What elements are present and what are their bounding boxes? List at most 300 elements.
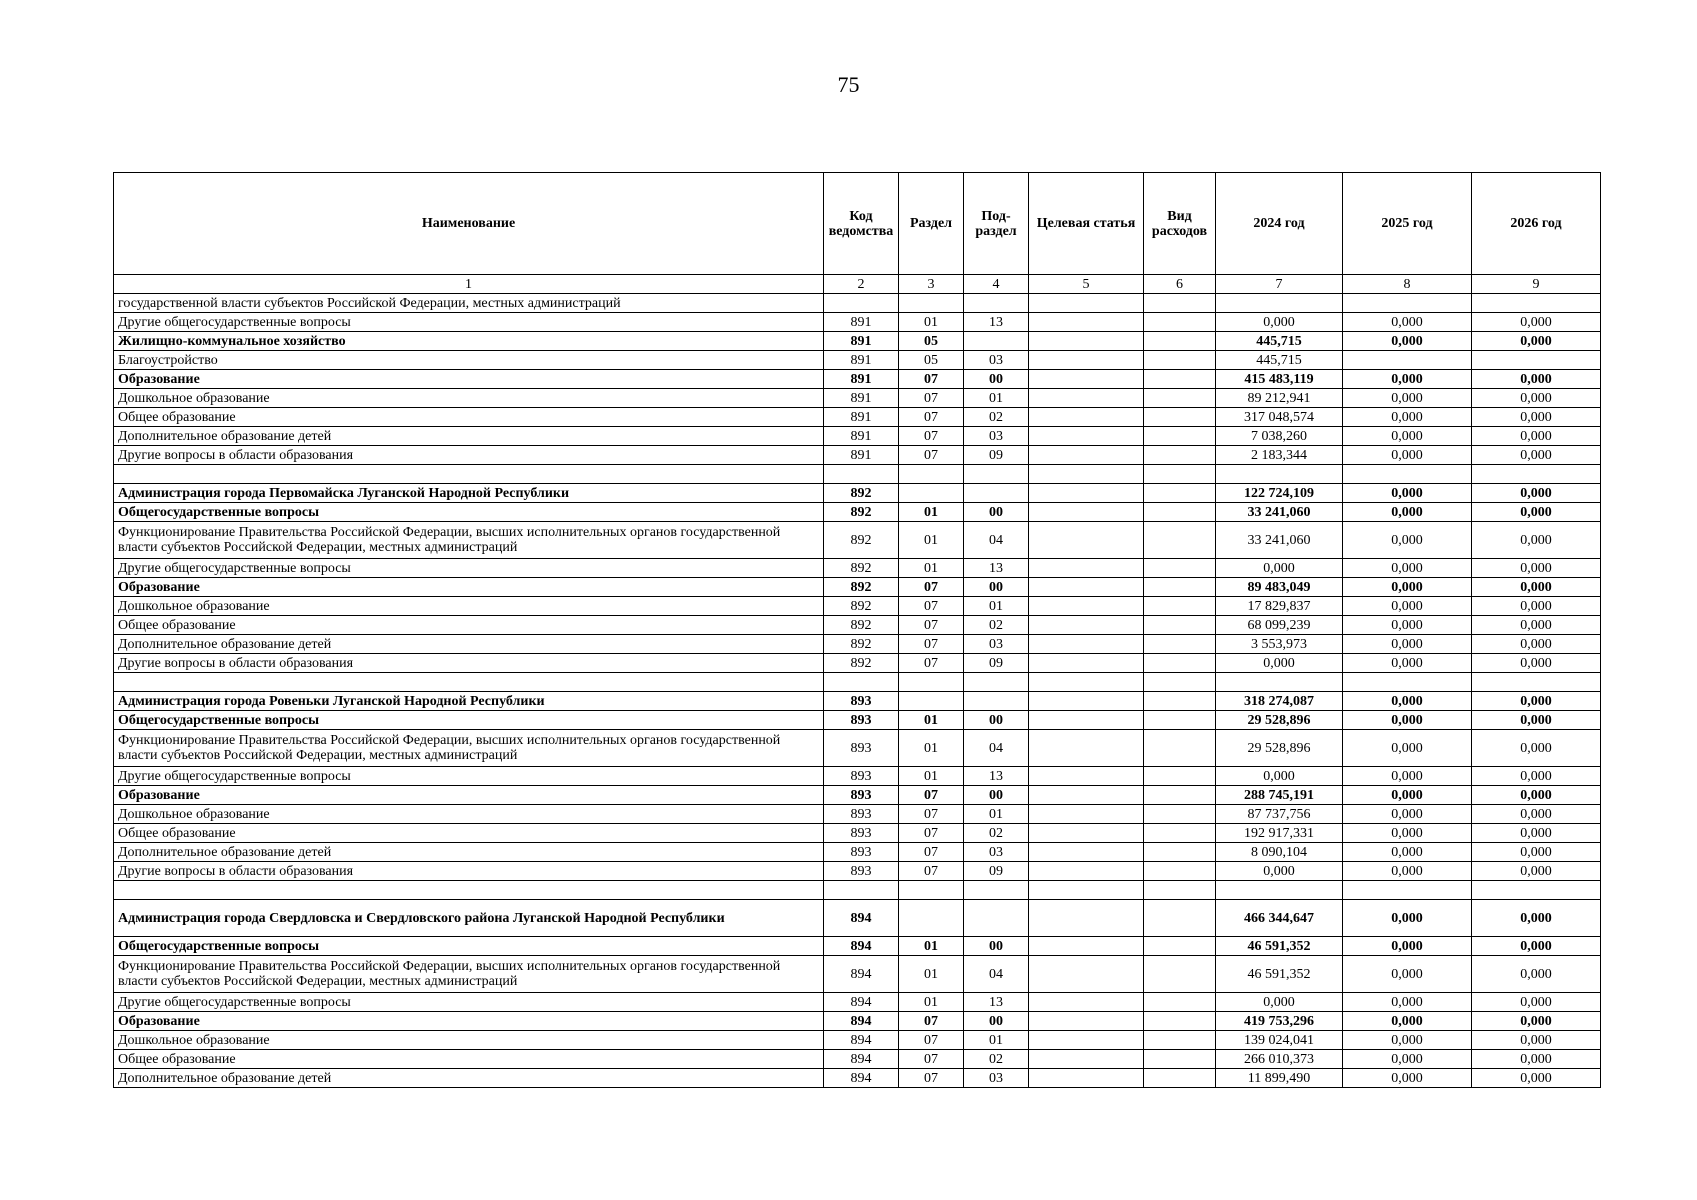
row-razdel: 01 [899, 559, 964, 578]
row-tsel [1029, 805, 1144, 824]
row-podrazdel [964, 484, 1029, 503]
row-razdel: 07 [899, 635, 964, 654]
row-ved: 892 [824, 635, 899, 654]
row-razdel [899, 484, 964, 503]
row-name: Дополнительное образование детей [114, 1069, 824, 1088]
table-row [114, 843, 1601, 862]
row-2026: 0,000 [1472, 937, 1601, 956]
table-row [114, 673, 1601, 692]
header-ved: Код ведомства [824, 173, 899, 275]
row-ved [824, 881, 899, 900]
row-2026: 0,000 [1472, 956, 1601, 993]
row-podrazdel: 03 [964, 635, 1029, 654]
row-tsel [1029, 1069, 1144, 1088]
row-ved: 893 [824, 805, 899, 824]
row-2024: 87 737,756 [1216, 805, 1343, 824]
row-2026: 0,000 [1472, 578, 1601, 597]
table-body [114, 294, 1601, 1088]
row-tsel [1029, 389, 1144, 408]
row-2025 [1343, 351, 1472, 370]
header-name: Наименование [114, 173, 824, 275]
row-vid [1144, 654, 1216, 673]
row-2024: 317 048,574 [1216, 408, 1343, 427]
row-vid [1144, 503, 1216, 522]
row-2025: 0,000 [1343, 937, 1472, 956]
row-name: государственной власти субъектов Российской Федерации, местных администраций [114, 294, 824, 313]
row-ved [824, 294, 899, 313]
row-2024: 29 528,896 [1216, 730, 1343, 767]
header-2026: 2026 год [1472, 173, 1601, 275]
row-2024: 68 099,239 [1216, 616, 1343, 635]
row-name: Благоустройство [114, 351, 824, 370]
row-podrazdel: 00 [964, 937, 1029, 956]
row-2025: 0,000 [1343, 313, 1472, 332]
table-row [114, 578, 1601, 597]
row-razdel: 07 [899, 1050, 964, 1069]
row-2024 [1216, 465, 1343, 484]
row-2025: 0,000 [1343, 805, 1472, 824]
row-2025: 0,000 [1343, 370, 1472, 389]
row-name: Функционирование Правительства Российской Федерации, высших исполнительных органов государственной власти субъектов Российской Федерации, местных администраций [114, 522, 824, 559]
table-row [114, 881, 1601, 900]
row-tsel [1029, 578, 1144, 597]
row-razdel: 07 [899, 824, 964, 843]
row-razdel: 07 [899, 370, 964, 389]
table-row [114, 824, 1601, 843]
row-2026: 0,000 [1472, 767, 1601, 786]
row-2026: 0,000 [1472, 824, 1601, 843]
row-2026: 0,000 [1472, 730, 1601, 767]
col-number: 8 [1343, 275, 1472, 294]
table-row [114, 351, 1601, 370]
row-2024: 33 241,060 [1216, 503, 1343, 522]
row-vid [1144, 370, 1216, 389]
row-name [114, 465, 824, 484]
row-2026 [1472, 465, 1601, 484]
budget-table [113, 172, 1601, 1088]
row-tsel [1029, 294, 1144, 313]
row-razdel: 01 [899, 937, 964, 956]
row-vid [1144, 313, 1216, 332]
row-tsel [1029, 522, 1144, 559]
row-podrazdel [964, 294, 1029, 313]
row-2026: 0,000 [1472, 389, 1601, 408]
row-tsel [1029, 654, 1144, 673]
row-podrazdel: 04 [964, 522, 1029, 559]
table-row [114, 370, 1601, 389]
row-2024: 29 528,896 [1216, 711, 1343, 730]
row-vid [1144, 294, 1216, 313]
row-razdel: 07 [899, 805, 964, 824]
row-tsel [1029, 559, 1144, 578]
table-row [114, 692, 1601, 711]
row-tsel [1029, 786, 1144, 805]
row-razdel [899, 673, 964, 692]
row-tsel [1029, 484, 1144, 503]
row-tsel [1029, 446, 1144, 465]
row-podrazdel: 03 [964, 351, 1029, 370]
row-ved: 892 [824, 503, 899, 522]
row-name: Дополнительное образование детей [114, 635, 824, 654]
row-name: Дошкольное образование [114, 805, 824, 824]
col-number: 9 [1472, 275, 1601, 294]
row-2025 [1343, 881, 1472, 900]
row-name: Образование [114, 1012, 824, 1031]
table-row [114, 1031, 1601, 1050]
row-name: Общее образование [114, 616, 824, 635]
row-podrazdel: 00 [964, 578, 1029, 597]
row-ved: 892 [824, 654, 899, 673]
row-ved: 891 [824, 332, 899, 351]
row-name: Общее образование [114, 824, 824, 843]
row-name: Общее образование [114, 1050, 824, 1069]
row-name: Другие общегосударственные вопросы [114, 767, 824, 786]
row-podrazdel: 13 [964, 313, 1029, 332]
row-2024: 46 591,352 [1216, 937, 1343, 956]
table-row [114, 900, 1601, 937]
row-2024: 445,715 [1216, 351, 1343, 370]
row-tsel [1029, 370, 1144, 389]
row-podrazdel [964, 332, 1029, 351]
row-2026 [1472, 351, 1601, 370]
row-ved [824, 465, 899, 484]
table-row [114, 332, 1601, 351]
row-2024: 192 917,331 [1216, 824, 1343, 843]
row-vid [1144, 711, 1216, 730]
row-name: Другие общегосударственные вопросы [114, 559, 824, 578]
row-podrazdel: 02 [964, 408, 1029, 427]
header-razdel: Раздел [899, 173, 964, 275]
row-2026: 0,000 [1472, 332, 1601, 351]
row-podrazdel: 03 [964, 1069, 1029, 1088]
row-podrazdel: 01 [964, 389, 1029, 408]
row-2025: 0,000 [1343, 484, 1472, 503]
table-row [114, 597, 1601, 616]
row-podrazdel: 02 [964, 1050, 1029, 1069]
row-2026: 0,000 [1472, 843, 1601, 862]
table-row [114, 635, 1601, 654]
table-row [114, 616, 1601, 635]
row-podrazdel: 00 [964, 503, 1029, 522]
row-vid [1144, 843, 1216, 862]
row-tsel [1029, 408, 1144, 427]
row-2025 [1343, 294, 1472, 313]
row-vid [1144, 389, 1216, 408]
row-ved: 894 [824, 1069, 899, 1088]
row-2024: 445,715 [1216, 332, 1343, 351]
row-2025: 0,000 [1343, 616, 1472, 635]
row-2024: 139 024,041 [1216, 1031, 1343, 1050]
row-2026: 0,000 [1472, 597, 1601, 616]
row-name: Дошкольное образование [114, 1031, 824, 1050]
row-ved: 894 [824, 937, 899, 956]
row-ved: 894 [824, 1031, 899, 1050]
row-tsel [1029, 767, 1144, 786]
row-vid [1144, 786, 1216, 805]
table-row [114, 446, 1601, 465]
row-2024: 318 274,087 [1216, 692, 1343, 711]
row-vid [1144, 351, 1216, 370]
row-name: Дополнительное образование детей [114, 843, 824, 862]
row-vid [1144, 446, 1216, 465]
row-ved: 892 [824, 597, 899, 616]
row-razdel: 01 [899, 993, 964, 1012]
row-razdel: 07 [899, 597, 964, 616]
row-vid [1144, 692, 1216, 711]
row-ved: 893 [824, 711, 899, 730]
row-razdel [899, 900, 964, 937]
row-name: Другие вопросы в области образования [114, 654, 824, 673]
row-vid [1144, 578, 1216, 597]
row-podrazdel: 04 [964, 956, 1029, 993]
row-2026: 0,000 [1472, 370, 1601, 389]
row-2025: 0,000 [1343, 332, 1472, 351]
row-ved: 892 [824, 484, 899, 503]
row-ved: 893 [824, 767, 899, 786]
row-2026: 0,000 [1472, 1050, 1601, 1069]
row-tsel [1029, 937, 1144, 956]
row-2025: 0,000 [1343, 503, 1472, 522]
row-2024: 17 829,837 [1216, 597, 1343, 616]
row-razdel: 07 [899, 408, 964, 427]
row-2025: 0,000 [1343, 1031, 1472, 1050]
row-2025: 0,000 [1343, 389, 1472, 408]
row-2025: 0,000 [1343, 408, 1472, 427]
row-ved: 892 [824, 559, 899, 578]
row-2024: 33 241,060 [1216, 522, 1343, 559]
row-2024: 266 010,373 [1216, 1050, 1343, 1069]
row-2026: 0,000 [1472, 1031, 1601, 1050]
header-2025: 2025 год [1343, 173, 1472, 275]
table-row [114, 294, 1601, 313]
row-vid [1144, 635, 1216, 654]
row-vid [1144, 465, 1216, 484]
row-razdel [899, 692, 964, 711]
row-name: Жилищно-коммунальное хозяйство [114, 332, 824, 351]
row-name: Общее образование [114, 408, 824, 427]
row-2025: 0,000 [1343, 597, 1472, 616]
table-row [114, 389, 1601, 408]
row-ved: 893 [824, 730, 899, 767]
table-row [114, 767, 1601, 786]
row-vid [1144, 597, 1216, 616]
row-2026: 0,000 [1472, 616, 1601, 635]
row-name: Общегосударственные вопросы [114, 937, 824, 956]
row-2024 [1216, 294, 1343, 313]
row-2024: 0,000 [1216, 767, 1343, 786]
table-row [114, 484, 1601, 503]
row-name: Администрация города Первомайска Луганской Народной Республики [114, 484, 824, 503]
table-row [114, 427, 1601, 446]
row-name: Администрация города Свердловска и Свердловского района Луганской Народной Республики [114, 900, 824, 937]
row-razdel [899, 465, 964, 484]
row-vid [1144, 484, 1216, 503]
row-2026 [1472, 294, 1601, 313]
row-name: Дошкольное образование [114, 389, 824, 408]
row-ved: 891 [824, 427, 899, 446]
row-vid [1144, 408, 1216, 427]
table-row [114, 313, 1601, 332]
table-row [114, 786, 1601, 805]
header-row [114, 173, 1601, 275]
row-vid [1144, 900, 1216, 937]
row-razdel: 07 [899, 843, 964, 862]
row-2024: 0,000 [1216, 654, 1343, 673]
row-podrazdel: 04 [964, 730, 1029, 767]
row-tsel [1029, 956, 1144, 993]
row-tsel [1029, 313, 1144, 332]
row-2024: 89 212,941 [1216, 389, 1343, 408]
row-tsel [1029, 843, 1144, 862]
row-2025: 0,000 [1343, 824, 1472, 843]
row-2026: 0,000 [1472, 427, 1601, 446]
row-tsel [1029, 635, 1144, 654]
row-tsel [1029, 1031, 1144, 1050]
row-razdel: 07 [899, 578, 964, 597]
row-tsel [1029, 881, 1144, 900]
row-2025 [1343, 673, 1472, 692]
row-2024: 122 724,109 [1216, 484, 1343, 503]
row-tsel [1029, 1012, 1144, 1031]
row-tsel [1029, 673, 1144, 692]
col-number: 4 [964, 275, 1029, 294]
row-2025: 0,000 [1343, 1012, 1472, 1031]
row-2025: 0,000 [1343, 862, 1472, 881]
row-name: Общегосударственные вопросы [114, 503, 824, 522]
row-2026: 0,000 [1472, 862, 1601, 881]
row-podrazdel: 00 [964, 1012, 1029, 1031]
row-vid [1144, 522, 1216, 559]
row-razdel: 01 [899, 522, 964, 559]
row-podrazdel: 13 [964, 993, 1029, 1012]
row-vid [1144, 730, 1216, 767]
row-ved: 892 [824, 616, 899, 635]
table-row [114, 408, 1601, 427]
row-2024: 419 753,296 [1216, 1012, 1343, 1031]
row-vid [1144, 805, 1216, 824]
row-podrazdel: 03 [964, 427, 1029, 446]
row-2025: 0,000 [1343, 730, 1472, 767]
row-2024: 7 038,260 [1216, 427, 1343, 446]
row-razdel: 07 [899, 1012, 964, 1031]
row-tsel [1029, 503, 1144, 522]
row-vid [1144, 862, 1216, 881]
row-2025 [1343, 465, 1472, 484]
row-razdel: 07 [899, 862, 964, 881]
row-tsel [1029, 711, 1144, 730]
row-2026: 0,000 [1472, 559, 1601, 578]
row-podrazdel: 01 [964, 805, 1029, 824]
row-name: Функционирование Правительства Российской Федерации, высших исполнительных органов государственной власти субъектов Российской Федерации, местных администраций [114, 730, 824, 767]
row-2024: 0,000 [1216, 559, 1343, 578]
row-vid [1144, 1031, 1216, 1050]
table-row [114, 730, 1601, 767]
row-name: Дополнительное образование детей [114, 427, 824, 446]
row-tsel [1029, 993, 1144, 1012]
row-tsel [1029, 862, 1144, 881]
row-vid [1144, 427, 1216, 446]
col-number: 2 [824, 275, 899, 294]
row-ved: 894 [824, 1050, 899, 1069]
row-2026: 0,000 [1472, 993, 1601, 1012]
row-tsel [1029, 1050, 1144, 1069]
row-2024: 0,000 [1216, 862, 1343, 881]
row-podrazdel [964, 465, 1029, 484]
row-vid [1144, 767, 1216, 786]
row-razdel: 05 [899, 351, 964, 370]
table-row [114, 654, 1601, 673]
page-number: 75 [837, 72, 860, 97]
row-2025: 0,000 [1343, 578, 1472, 597]
header-tsel: Целевая статья [1029, 173, 1144, 275]
row-razdel: 07 [899, 654, 964, 673]
row-ved: 893 [824, 824, 899, 843]
row-ved: 894 [824, 993, 899, 1012]
row-2025: 0,000 [1343, 446, 1472, 465]
row-ved: 891 [824, 389, 899, 408]
row-vid [1144, 332, 1216, 351]
row-2026 [1472, 673, 1601, 692]
row-ved: 894 [824, 1012, 899, 1031]
row-vid [1144, 1012, 1216, 1031]
row-2024 [1216, 881, 1343, 900]
row-tsel [1029, 900, 1144, 937]
row-ved: 891 [824, 446, 899, 465]
col-number: 5 [1029, 275, 1144, 294]
row-2024: 3 553,973 [1216, 635, 1343, 654]
table-row [114, 465, 1601, 484]
table-row [114, 1050, 1601, 1069]
row-2025: 0,000 [1343, 635, 1472, 654]
row-name [114, 881, 824, 900]
row-2025: 0,000 [1343, 559, 1472, 578]
row-tsel [1029, 597, 1144, 616]
row-podrazdel: 09 [964, 862, 1029, 881]
row-podrazdel: 00 [964, 370, 1029, 389]
row-ved: 891 [824, 408, 899, 427]
row-ved: 891 [824, 351, 899, 370]
row-2025: 0,000 [1343, 900, 1472, 937]
row-razdel [899, 881, 964, 900]
row-2024: 89 483,049 [1216, 578, 1343, 597]
row-name: Образование [114, 786, 824, 805]
row-podrazdel [964, 900, 1029, 937]
row-2026: 0,000 [1472, 1069, 1601, 1088]
row-2024 [1216, 673, 1343, 692]
row-podrazdel: 00 [964, 786, 1029, 805]
row-2025: 0,000 [1343, 654, 1472, 673]
table-row [114, 937, 1601, 956]
table-row [114, 993, 1601, 1012]
row-2026: 0,000 [1472, 654, 1601, 673]
row-2025: 0,000 [1343, 767, 1472, 786]
row-2024: 415 483,119 [1216, 370, 1343, 389]
row-2025: 0,000 [1343, 522, 1472, 559]
row-vid [1144, 1050, 1216, 1069]
row-tsel [1029, 692, 1144, 711]
col-number: 7 [1216, 275, 1343, 294]
row-podrazdel: 01 [964, 597, 1029, 616]
row-2026: 0,000 [1472, 1012, 1601, 1031]
row-tsel [1029, 730, 1144, 767]
row-razdel: 07 [899, 446, 964, 465]
row-2025: 0,000 [1343, 427, 1472, 446]
row-podrazdel: 13 [964, 559, 1029, 578]
row-vid [1144, 881, 1216, 900]
row-2025: 0,000 [1343, 692, 1472, 711]
row-ved: 891 [824, 370, 899, 389]
header-vid: Вид расходов [1144, 173, 1216, 275]
